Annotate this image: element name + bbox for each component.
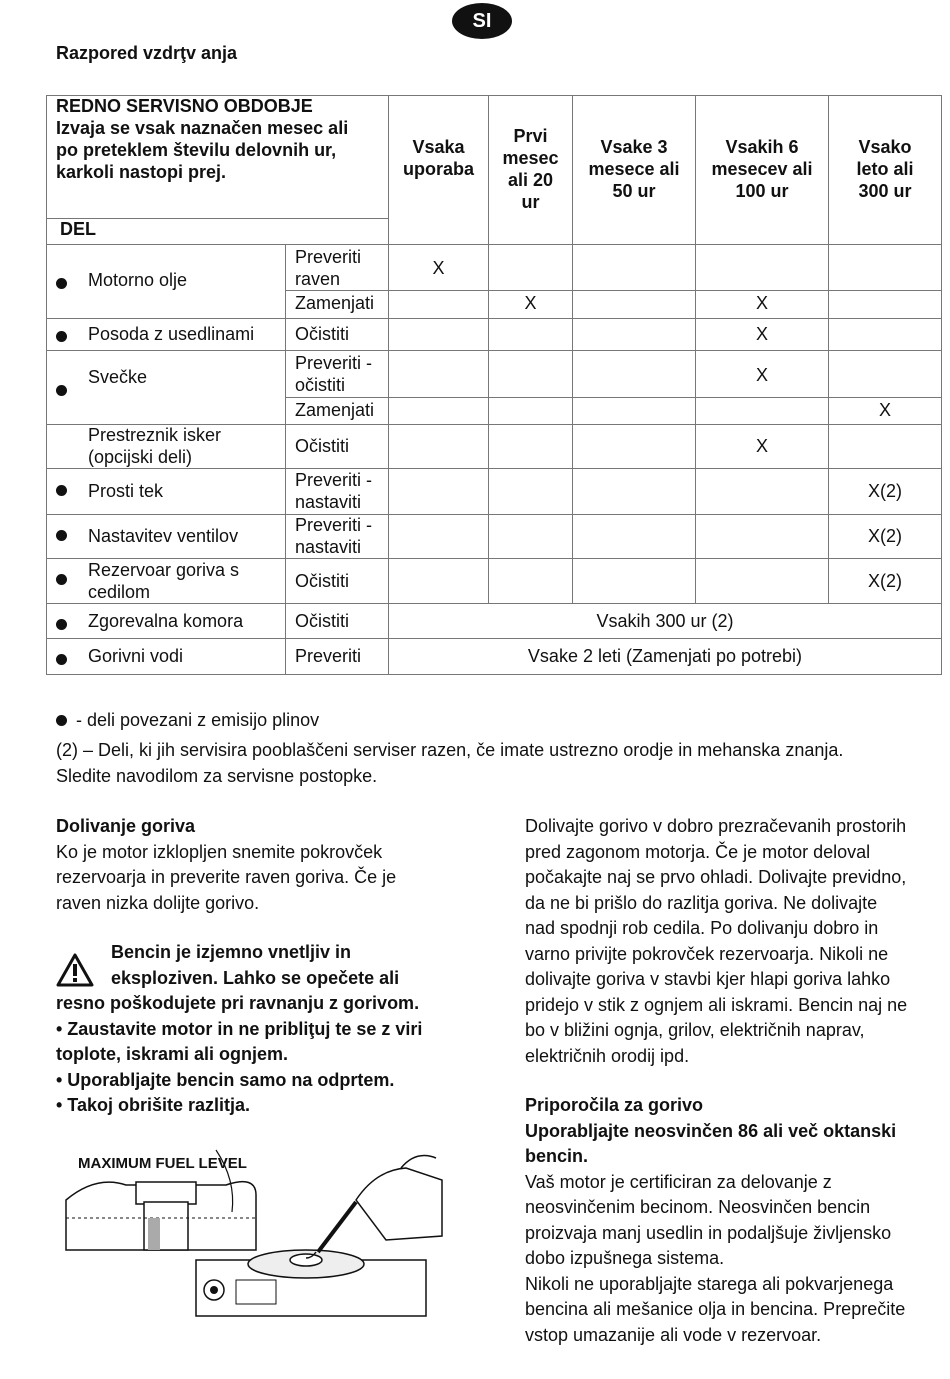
part-combustion-chamber: Zgorevalna komora xyxy=(88,611,244,631)
action-oil-check: Preveriti raven xyxy=(295,247,362,289)
action-fuel-lines-check: Preveriti xyxy=(295,646,362,666)
mark-spark-6-months: X xyxy=(755,436,768,456)
action-oil-replace: Zamenjati xyxy=(295,293,375,313)
emission-bullet-icon xyxy=(56,654,67,665)
part-spark-plug: Svečke xyxy=(88,367,148,387)
action-plug-replace: Zamenjati xyxy=(295,400,375,420)
refuel-section: Dolivanje goriva Ko je motor izklopljen snemite pokrovček rezervoarja in preverite raven goriva. Če je raven nizka dolijte gorivo. xyxy=(56,814,476,916)
page-title: Razpored vzdrţv anja xyxy=(56,43,238,63)
mark-sediment-6-months: X xyxy=(755,324,768,344)
refuel-instructions: Dolivajte gorivo v dobro prezračevanih prostorih pred zagonom motorja. Če je motor deloval počakajte naj se prvo ohladi. Dolivajte previdno, da ne bi prišlo do razlitja goriva. Ne dolivajte nad spodnji rob cedila. Po dolivanju dobro in varno privijte pokrovček rezervoarja. Nikoli ne dolivajte goriva v stavbi kjer hlapi goriva lahko pridejo v stik z ognjem ali iskrami. Bencin naj ne bo v bližini ognja, grilov, električnih naprav, električnih orodij ipd. xyxy=(525,816,908,1066)
emission-bullet-icon xyxy=(56,485,67,496)
part-fuel-tank: Rezervoar goriva s cedilom xyxy=(88,560,240,602)
legend-text: - deli povezani z emisijo plinov xyxy=(76,710,320,730)
fuel-recommendations: Priporočila za gorivo Uporabljajte neosvinčen 86 ali več oktanski bencin. Vaš motor je certificiran za delovanje z neosvinčenim becinom. Neosvinčen bencin proizvaja manj usedlin in podaljšuje življensko dobo izpušnega sistema. Nikoli ne uporabljajte starega ali pokvarjenega bencina ali mešanice olja in bencina. Preprečite vstop umazanije ali vode v rezervoar. xyxy=(525,1093,940,1348)
mark-valve-yearly: X(2) xyxy=(867,526,902,546)
emission-bullet-icon xyxy=(56,619,67,630)
part-idle-speed: Prosti tek xyxy=(88,481,164,501)
action-valve-adjust: Preveriti - nastaviti xyxy=(295,515,373,557)
col-header-first-month: Prvi mesec ali 20 ur xyxy=(502,126,559,212)
part-valve-clearance: Nastavitev ventilov xyxy=(88,526,239,546)
mark-oil-check-each-use: X xyxy=(432,258,445,278)
refuel-illustration xyxy=(56,1140,448,1318)
language-badge: SI xyxy=(452,3,512,39)
action-chamber-clean: Očistiti xyxy=(295,611,349,631)
part-sediment-cup: Posoda z usedlinami xyxy=(88,324,255,344)
col-header-6-months: Vsakih 6 mesecev ali 100 ur xyxy=(711,137,813,201)
action-plug-check: Preveriti - očistiti xyxy=(295,353,373,395)
mark-oil-replace-first-month: X xyxy=(524,293,537,313)
mark-tank-yearly: X(2) xyxy=(867,571,902,591)
mark-idle-yearly: X(2) xyxy=(867,481,902,501)
footnote-2: (2) – Deli, ki jih servisira pooblaščeni serviser razen, če imate ustrezno orodje in mehanska znanja. Sledite navodilom za servisne postopke. xyxy=(56,740,844,786)
action-spark-clean: Očistiti xyxy=(295,436,349,456)
part-fuel-lines: Gorivni vodi xyxy=(88,646,184,666)
mark-plug-replace-yearly: X xyxy=(878,400,891,420)
emission-bullet-icon xyxy=(56,385,67,396)
interval-chamber: Vsakih 300 ur (2) xyxy=(596,611,734,631)
fuel-warning: Bencin je izjemno vnetljiv in eksploziven. Lahko se opečete ali resno poškodujete pri ravnanju z gorivom. • Zaustavite motor in ne pribliţuj te se z viri toplote, iskrami ali ognjem. • Uporabljajte bencin samo na odprtem. • Takoj obrišite razlitja. xyxy=(56,942,423,1115)
col-header-3-months: Vsake 3 mesece ali 50 ur xyxy=(588,137,680,201)
emission-bullet-icon xyxy=(56,530,67,541)
part-engine-oil: Motorno olje xyxy=(88,270,188,290)
emission-bullet-icon xyxy=(56,278,67,289)
mark-plug-check-6-months: X xyxy=(755,365,768,385)
action-sediment-clean: Očistiti xyxy=(295,324,349,344)
mark-oil-replace-6-months: X xyxy=(755,293,768,313)
col-header-yearly: Vsako leto ali 300 ur xyxy=(856,137,914,201)
part-spark-arrester: Prestreznik isker (opcijski deli) xyxy=(88,425,222,467)
action-tank-clean: Očistiti xyxy=(295,571,349,591)
col-header-each-use: Vsaka uporaba xyxy=(402,137,474,179)
part-header: DEL xyxy=(60,219,96,239)
refuel-heading: Dolivanje goriva xyxy=(56,816,196,836)
emission-bullet-icon xyxy=(56,331,67,342)
interval-fuel-lines: Vsake 2 leti (Zamenjati po potrebi) xyxy=(527,646,803,666)
emission-bullet-icon xyxy=(56,574,67,585)
legend-bullet-icon xyxy=(56,715,67,726)
period-header: REDNO SERVISNO OBDOBJE Izvaja se vsak naznačen mesec ali po preteklem številu delovnih ur, karkoli nastopi prej. xyxy=(56,96,349,182)
action-idle-adjust: Preveriti - nastaviti xyxy=(295,470,373,512)
fuel-rec-heading: Priporočila za gorivo xyxy=(525,1095,704,1115)
svg-text:MAXIMUM FUEL LEVEL: MAXIMUM FUEL LEVEL xyxy=(78,1155,247,1172)
